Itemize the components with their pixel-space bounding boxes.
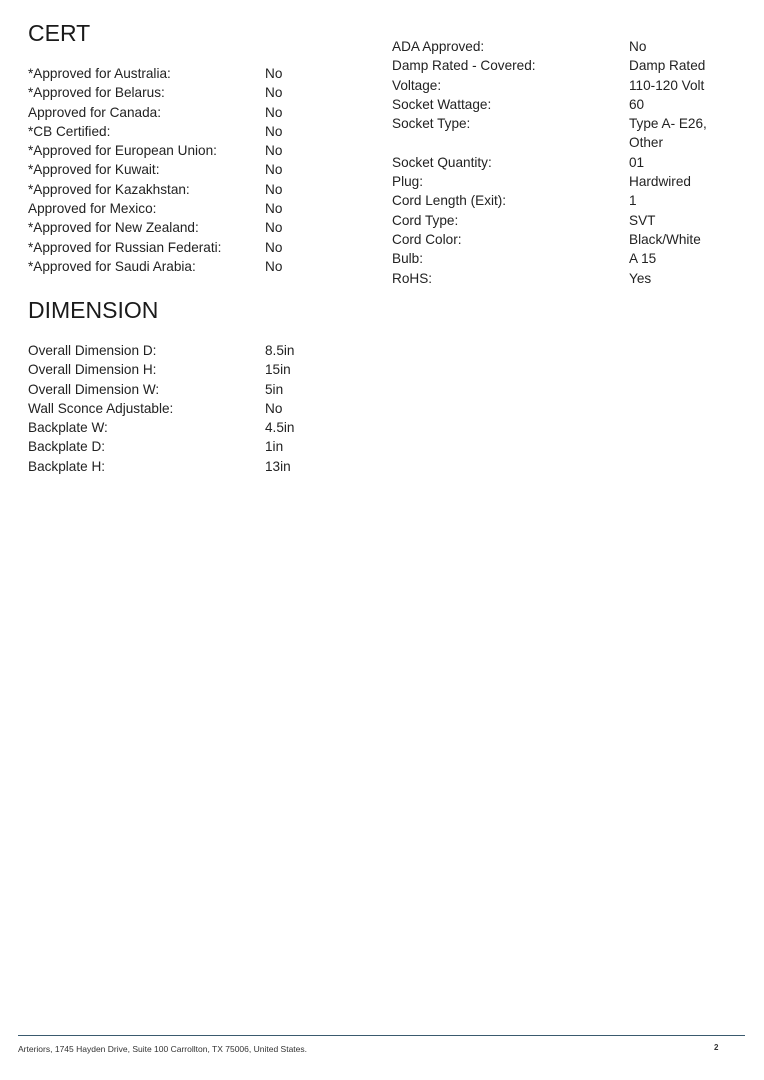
spec-value: No xyxy=(265,66,283,81)
spec-label: *Approved for Russian Federati: xyxy=(28,239,222,255)
spec-value: No xyxy=(629,39,647,54)
spec-value: 4.5in xyxy=(265,420,295,436)
spec-row xyxy=(28,122,348,141)
spec-label: Overall Dimension H: xyxy=(28,362,157,378)
spec-value: No xyxy=(265,104,283,120)
spec-label: Cord Color: xyxy=(392,231,462,247)
spec-label: *Approved for Kuwait: xyxy=(28,162,160,178)
spec-value: No xyxy=(265,220,283,236)
spec-label: RoHS: xyxy=(392,270,433,286)
spec-label: *Approved for Australia: xyxy=(28,66,171,81)
spec-row xyxy=(392,172,732,191)
spec-row xyxy=(28,457,348,476)
spec-row xyxy=(392,269,732,288)
spec-value: 1in xyxy=(265,439,284,455)
spec-row xyxy=(28,399,348,418)
cert-section-title: CERT xyxy=(28,20,91,46)
cert-list xyxy=(28,64,348,276)
spec-row xyxy=(28,199,348,218)
spec-value: 15in xyxy=(265,362,291,378)
spec-value: Black/White xyxy=(629,231,701,247)
spec-value: 13in xyxy=(265,458,291,474)
spec-value: 8.5in xyxy=(265,343,295,358)
spec-value: No xyxy=(265,258,283,274)
spec-label: Cord Type: xyxy=(392,212,459,228)
spec-value: 1 xyxy=(629,193,637,209)
spec-label: *Approved for Kazakhstan: xyxy=(28,181,190,197)
spec-label: Wall Sconce Adjustable: xyxy=(28,400,174,416)
spec-label: Overall Dimension W: xyxy=(28,381,160,397)
spec-value: Type A- E26, Other xyxy=(629,116,707,151)
spec-label: *Approved for New Zealand: xyxy=(28,220,199,236)
spec-value: No xyxy=(265,400,283,416)
spec-value: No xyxy=(265,201,283,217)
spec-value: 110-120 Volt xyxy=(629,77,705,93)
spec-row xyxy=(28,160,348,179)
dimension-list xyxy=(28,341,348,476)
spec-value: No xyxy=(265,85,283,101)
dimension-section-title: DIMENSION xyxy=(28,297,159,323)
spec-label: Plug: xyxy=(392,174,423,190)
spec-list xyxy=(392,37,732,288)
spec-label: *Approved for Saudi Arabia: xyxy=(28,258,196,274)
spec-label: Overall Dimension D: xyxy=(28,343,157,358)
spec-row xyxy=(28,180,348,199)
spec-row xyxy=(392,211,732,230)
spec-row xyxy=(28,418,348,437)
spec-label: Backplate H: xyxy=(28,458,106,474)
spec-label: Socket Quantity: xyxy=(392,154,492,170)
spec-label: Cord Length (Exit): xyxy=(392,193,507,209)
spec-row xyxy=(392,230,732,249)
spec-label: *CB Certified: xyxy=(28,123,111,139)
spec-value: 5in xyxy=(265,381,284,397)
spec-label: Approved for Mexico: xyxy=(28,201,157,217)
spec-row xyxy=(392,114,732,153)
footer-address: Arteriors, 1745 Hayden Drive, Suite 100 Carrollton, TX 75006, United States. xyxy=(18,1044,307,1054)
spec-value: No xyxy=(265,123,283,139)
spec-row xyxy=(28,141,348,160)
spec-row xyxy=(28,341,348,360)
spec-value: A 15 xyxy=(629,251,657,267)
spec-label: *Approved for European Union: xyxy=(28,143,217,159)
spec-row xyxy=(28,64,348,83)
spec-row xyxy=(392,95,732,114)
spec-label: Backplate W: xyxy=(28,420,108,436)
spec-label: Voltage: xyxy=(392,77,442,93)
spec-row xyxy=(392,249,732,268)
spec-row xyxy=(392,153,732,172)
page-number: 2 xyxy=(714,1043,719,1052)
spec-label: Bulb: xyxy=(392,251,423,267)
spec-row xyxy=(28,218,348,237)
spec-label: Socket Type: xyxy=(392,116,471,132)
spec-label: *Approved for Belarus: xyxy=(28,85,165,101)
spec-row xyxy=(28,83,348,102)
spec-row xyxy=(392,76,732,95)
spec-row xyxy=(28,380,348,399)
spec-value: No xyxy=(265,239,283,255)
spec-row xyxy=(28,437,348,456)
spec-label: ADA Approved: xyxy=(392,39,485,54)
spec-value: No xyxy=(265,143,283,159)
spec-row xyxy=(28,238,348,257)
spec-row xyxy=(28,103,348,122)
spec-row xyxy=(28,257,348,276)
spec-row xyxy=(392,37,732,56)
footer-divider xyxy=(18,1035,745,1036)
spec-value: No xyxy=(265,181,283,197)
spec-value: SVT xyxy=(629,212,656,228)
spec-label: Approved for Canada: xyxy=(28,104,162,120)
spec-row xyxy=(392,191,732,210)
spec-row xyxy=(28,360,348,379)
spec-value: Hardwired xyxy=(629,174,691,190)
spec-value: Yes xyxy=(629,270,652,286)
spec-value: 60 xyxy=(629,96,645,112)
spec-value: Damp Rated xyxy=(629,58,706,74)
spec-value: No xyxy=(265,162,283,178)
spec-label: Damp Rated - Covered: xyxy=(392,58,536,74)
spec-value: 01 xyxy=(629,154,645,170)
spec-row xyxy=(392,56,732,75)
spec-label: Backplate D: xyxy=(28,439,106,455)
spec-label: Socket Wattage: xyxy=(392,96,492,112)
